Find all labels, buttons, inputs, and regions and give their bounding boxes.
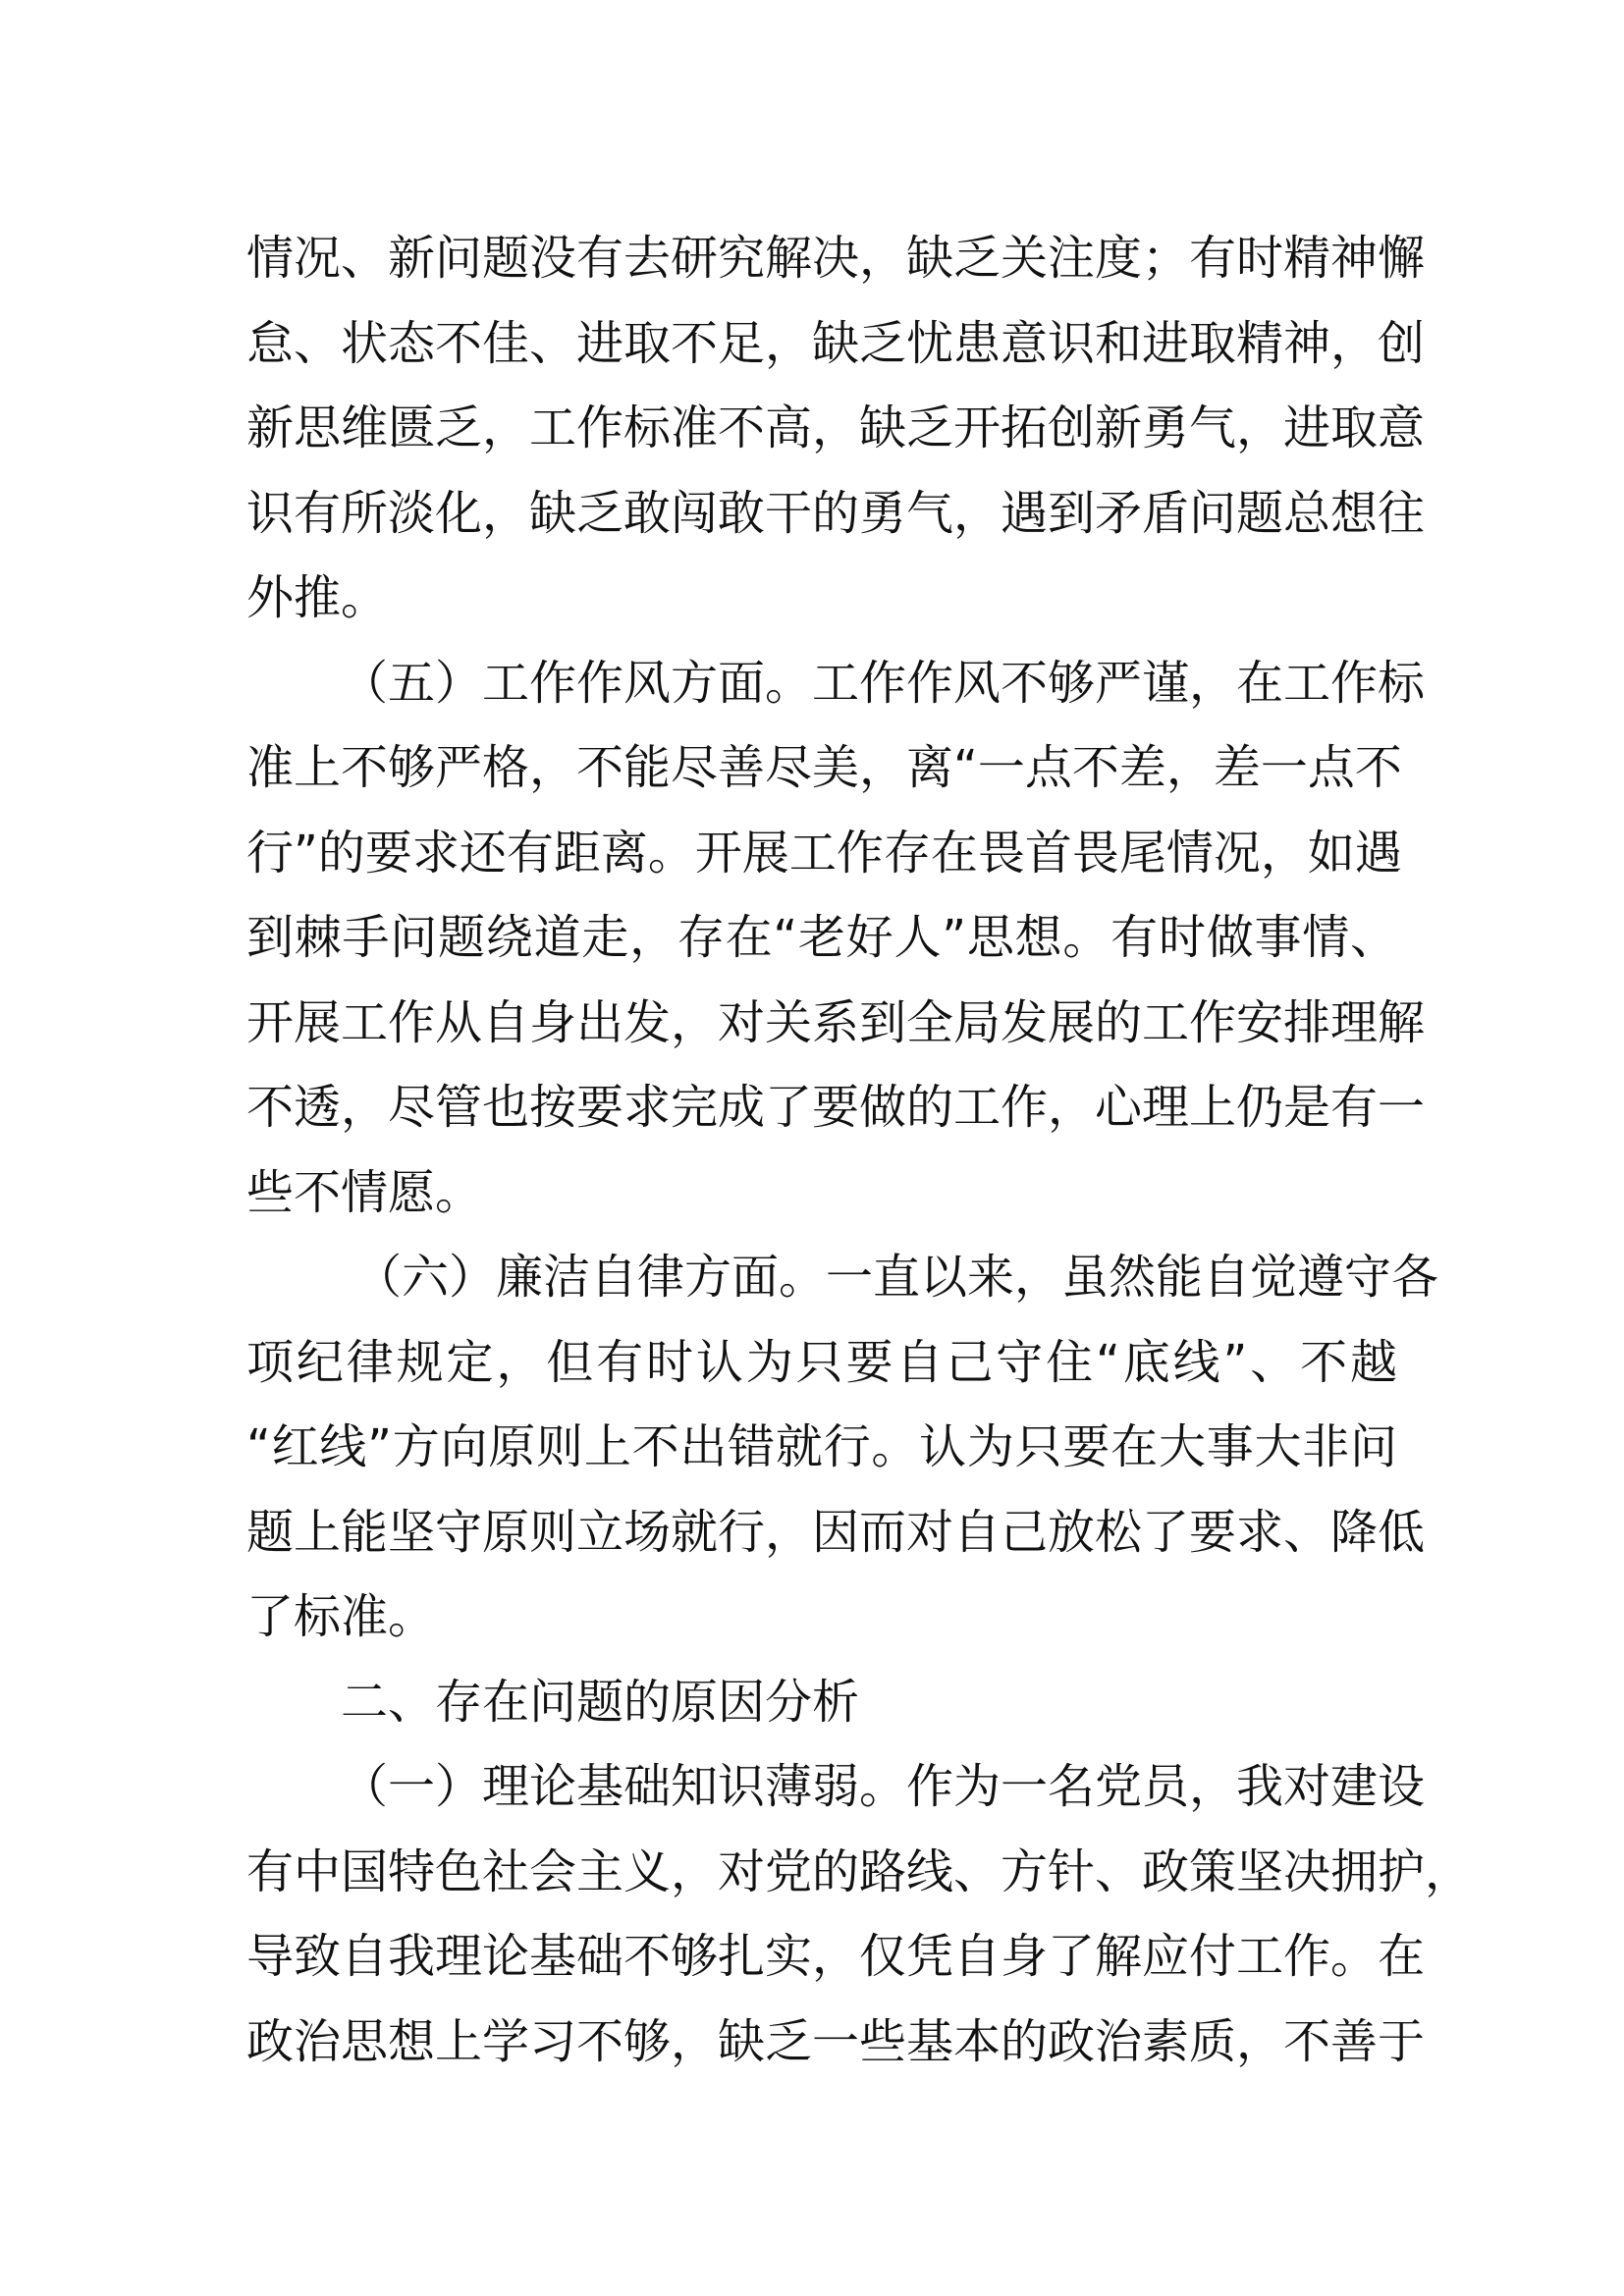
text-line: 有中国特色社会主义，对党的路线、方针、政策坚决拥护， <box>246 1843 1473 1899</box>
text-line: 情况、新问题没有去研究解决，缺乏关注度；有时精神懈 <box>246 231 1426 286</box>
text-line: 行”的要求还有距离。开展工作存在畏首畏尾情况，如遇 <box>246 825 1402 881</box>
text-line: 怠、状态不佳、进取不足，缺乏忧患意识和进取精神，创 <box>246 315 1426 371</box>
section-heading-line: （五）工作作风方面。工作作风不够严谨，在工作标 <box>341 655 1426 711</box>
text-line: 政治思想上学习不够，缺乏一些基本的政治素质，不善于 <box>246 2013 1426 2069</box>
text-line: 开展工作从自身出发，对关系到全局发展的工作安排理解 <box>246 994 1426 1050</box>
text-line: 识有所淡化，缺乏敢闯敢干的勇气，遇到矛盾问题总想往 <box>246 485 1426 541</box>
text-line: 新思维匮乏，工作标准不高，缺乏开拓创新勇气，进取意 <box>246 400 1426 455</box>
text-line: 了标准。 <box>246 1589 436 1644</box>
text-line: 项纪律规定，但有时认为只要自己守住“底线”、不越 <box>246 1334 1397 1390</box>
text-line: 不透，尽管也按要求完成了要做的工作，心理上仍是有一 <box>246 1080 1426 1135</box>
text-line: 些不情愿。 <box>246 1164 483 1220</box>
text-line: “红线”方向原则上不出错就行。认为只要在大事大非问 <box>246 1419 1397 1474</box>
text-line: 准上不够严格，不能尽善尽美，离“一点不差，差一点不 <box>246 740 1402 795</box>
section-heading-line: （一）理论基础知识薄弱。作为一名党员，我对建设 <box>341 1759 1426 1814</box>
text-line: 导致自我理论基础不够扎实，仅凭自身了解应付工作。在 <box>246 1929 1426 1984</box>
text-line: 到棘手问题绕道走，存在“老好人”思想。有时做事情、 <box>246 910 1397 965</box>
text-line: 外推。 <box>246 570 389 625</box>
section-heading-line: （六）廉洁自律方面。一直以来，虽然能自觉遵守各 <box>354 1250 1439 1305</box>
chapter-heading: 二、存在问题的原因分析 <box>341 1674 860 1730</box>
text-line: 题上能坚守原则立场就行，因而对自己放松了要求、降低 <box>246 1504 1426 1560</box>
document-body <box>246 216 1473 2084</box>
